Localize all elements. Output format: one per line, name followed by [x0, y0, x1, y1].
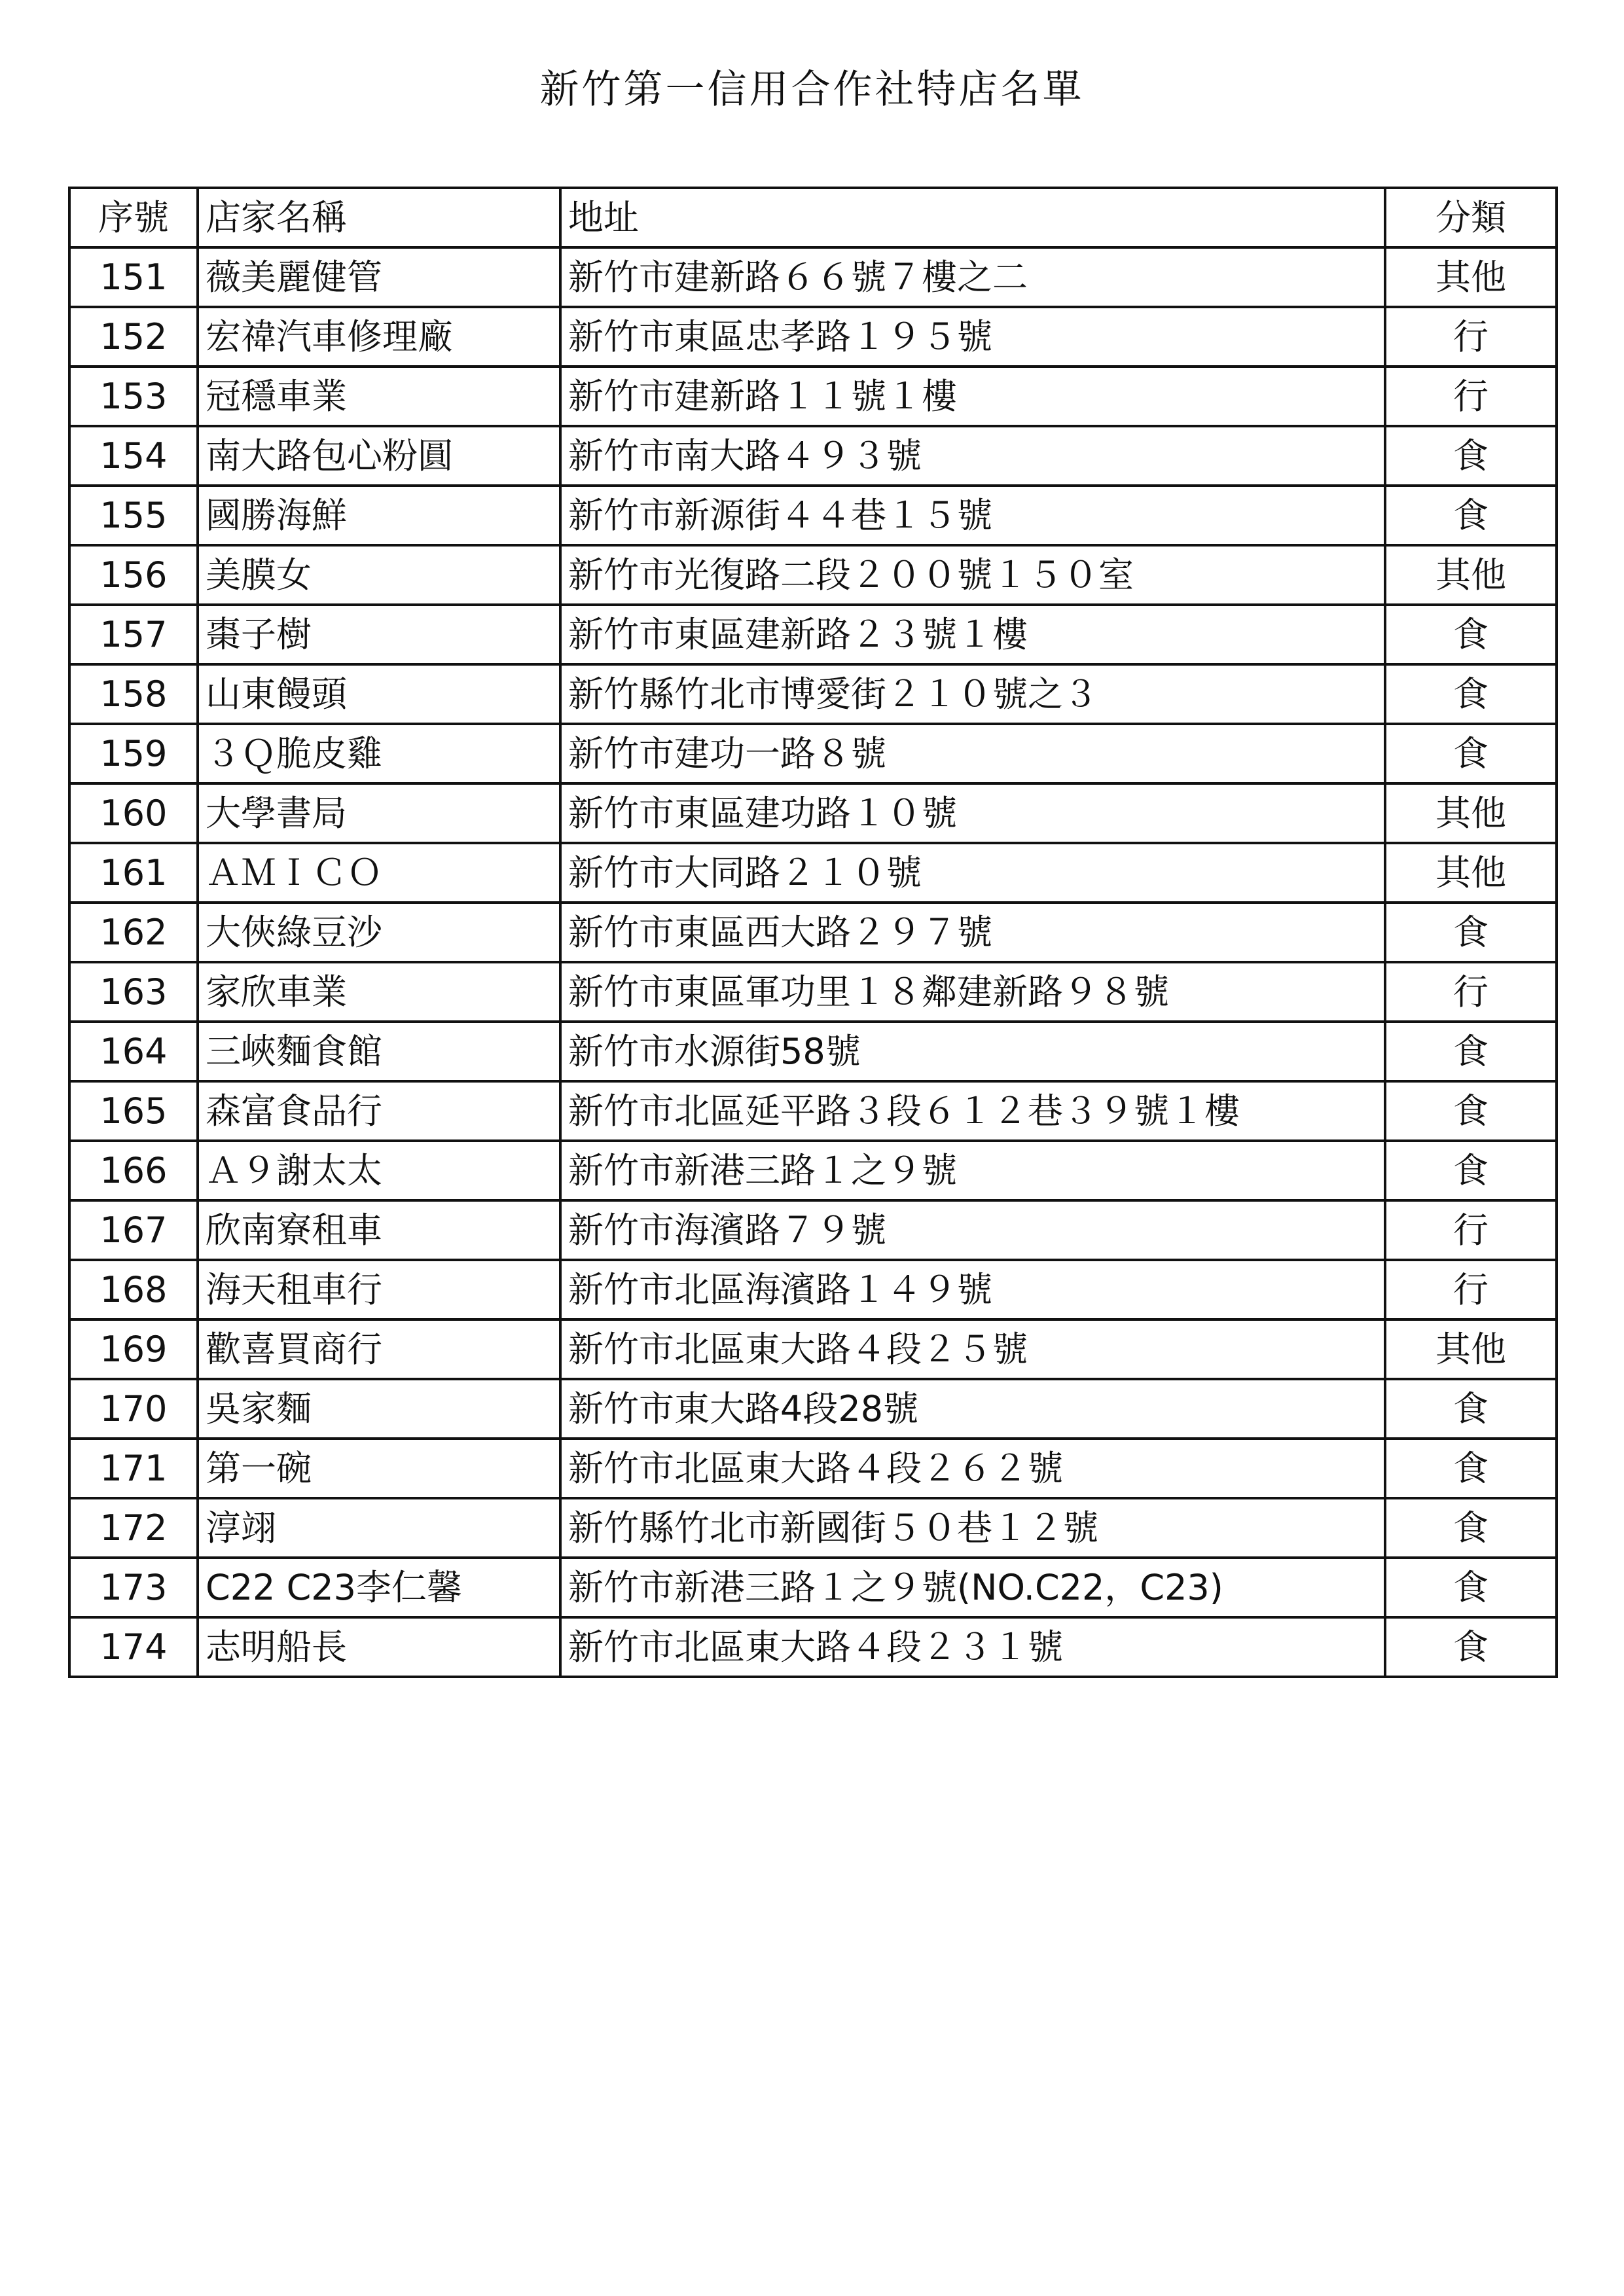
cell-no: 157	[69, 605, 198, 664]
cell-name: ３Ｑ脆皮雞	[198, 724, 560, 783]
table-row	[69, 1081, 1557, 1141]
cell-name: 大俠綠豆沙	[198, 903, 560, 962]
cell-name: 冠穩車業	[198, 367, 560, 426]
cell-category: 行	[1385, 367, 1557, 426]
table-row	[69, 307, 1557, 367]
cell-category: 行	[1385, 1260, 1557, 1319]
cell-category: 食	[1385, 1558, 1557, 1617]
cell-address: 新竹市東區建功路１０號	[560, 783, 1385, 843]
cell-category: 其他	[1385, 545, 1557, 605]
cell-address: 新竹市新港三路１之９號(NO.C22，C23)	[560, 1558, 1385, 1617]
cell-name: 欣南寮租車	[198, 1200, 560, 1260]
cell-category: 食	[1385, 1379, 1557, 1439]
cell-no: 163	[69, 962, 198, 1022]
cell-name: 南大路包心粉圓	[198, 426, 560, 486]
cell-no: 160	[69, 783, 198, 843]
cell-no: 172	[69, 1498, 198, 1558]
cell-name: 大學書局	[198, 783, 560, 843]
merchant-table	[68, 187, 1558, 1678]
cell-address: 新竹市東區忠孝路１９５號	[560, 307, 1385, 367]
cell-address: 新竹市北區東大路４段２５號	[560, 1319, 1385, 1379]
cell-category: 食	[1385, 903, 1557, 962]
cell-address: 新竹市東區軍功里１８鄰建新路９８號	[560, 962, 1385, 1022]
cell-name: 第一碗	[198, 1439, 560, 1498]
table-body	[69, 247, 1557, 1677]
cell-name: C22 C23李仁馨	[198, 1558, 560, 1617]
table-row	[69, 1379, 1557, 1439]
cell-category: 食	[1385, 1022, 1557, 1081]
cell-no: 170	[69, 1379, 198, 1439]
header-address: 地址	[560, 188, 1385, 247]
table-row	[69, 367, 1557, 426]
cell-no: 164	[69, 1022, 198, 1081]
cell-no: 173	[69, 1558, 198, 1617]
cell-address: 新竹市東大路4段28號	[560, 1379, 1385, 1439]
cell-address: 新竹市大同路２１０號	[560, 843, 1385, 903]
cell-name: 宏禕汽車修理廠	[198, 307, 560, 367]
cell-category: 食	[1385, 426, 1557, 486]
table-header-row	[69, 188, 1557, 247]
cell-category: 行	[1385, 307, 1557, 367]
table-row	[69, 486, 1557, 545]
cell-name: 海天租車行	[198, 1260, 560, 1319]
table-row	[69, 1022, 1557, 1081]
cell-no: 151	[69, 247, 198, 307]
cell-no: 162	[69, 903, 198, 962]
cell-name: 吳家麵	[198, 1379, 560, 1439]
cell-no: 152	[69, 307, 198, 367]
cell-category: 行	[1385, 1200, 1557, 1260]
cell-category: 其他	[1385, 1319, 1557, 1379]
cell-category: 食	[1385, 486, 1557, 545]
cell-no: 165	[69, 1081, 198, 1141]
cell-address: 新竹市北區東大路４段２３１號	[560, 1617, 1385, 1677]
cell-name: Ａ９謝太太	[198, 1141, 560, 1200]
cell-name: 山東饅頭	[198, 664, 560, 724]
cell-name: 歡喜買商行	[198, 1319, 560, 1379]
cell-no: 166	[69, 1141, 198, 1200]
cell-category: 行	[1385, 962, 1557, 1022]
cell-name: 國勝海鮮	[198, 486, 560, 545]
cell-no: 168	[69, 1260, 198, 1319]
table-row	[69, 1260, 1557, 1319]
header-no: 序號	[69, 188, 198, 247]
cell-address: 新竹市水源街58號	[560, 1022, 1385, 1081]
cell-address: 新竹市建新路６６號７樓之二	[560, 247, 1385, 307]
cell-name: 棗子樹	[198, 605, 560, 664]
cell-address: 新竹市新港三路１之９號	[560, 1141, 1385, 1200]
cell-address: 新竹市北區東大路４段２６２號	[560, 1439, 1385, 1498]
table-row	[69, 843, 1557, 903]
cell-no: 174	[69, 1617, 198, 1677]
cell-address: 新竹市東區西大路２９７號	[560, 903, 1385, 962]
cell-no: 158	[69, 664, 198, 724]
cell-address: 新竹市建新路１１號１樓	[560, 367, 1385, 426]
table-row	[69, 664, 1557, 724]
cell-no: 156	[69, 545, 198, 605]
table-row	[69, 1617, 1557, 1677]
table-row	[69, 1200, 1557, 1260]
table-row	[69, 426, 1557, 486]
cell-address: 新竹市新源街４４巷１５號	[560, 486, 1385, 545]
cell-name: 志明船長	[198, 1617, 560, 1677]
cell-category: 食	[1385, 1617, 1557, 1677]
page-title: 新竹第一信用合作社特店名單	[539, 67, 1085, 113]
table-row	[69, 962, 1557, 1022]
header-name: 店家名稱	[198, 188, 560, 247]
cell-no: 155	[69, 486, 198, 545]
cell-address: 新竹市建功一路８號	[560, 724, 1385, 783]
cell-no: 154	[69, 426, 198, 486]
cell-no: 153	[69, 367, 198, 426]
cell-category: 食	[1385, 724, 1557, 783]
cell-no: 171	[69, 1439, 198, 1498]
cell-category: 食	[1385, 664, 1557, 724]
cell-name: 淳翊	[198, 1498, 560, 1558]
cell-category: 食	[1385, 605, 1557, 664]
cell-address: 新竹縣竹北市博愛街２１０號之３	[560, 664, 1385, 724]
cell-category: 其他	[1385, 843, 1557, 903]
cell-address: 新竹市南大路４９３號	[560, 426, 1385, 486]
cell-name: 家欣車業	[198, 962, 560, 1022]
cell-name: 三峽麵食館	[198, 1022, 560, 1081]
cell-address: 新竹市東區建新路２３號１樓	[560, 605, 1385, 664]
table-row	[69, 1558, 1557, 1617]
cell-address: 新竹縣竹北市新國街５０巷１２號	[560, 1498, 1385, 1558]
table-row	[69, 1498, 1557, 1558]
cell-address: 新竹市光復路二段２００號１５０室	[560, 545, 1385, 605]
cell-category: 其他	[1385, 783, 1557, 843]
cell-category: 食	[1385, 1081, 1557, 1141]
table-row	[69, 903, 1557, 962]
cell-no: 161	[69, 843, 198, 903]
table-row	[69, 247, 1557, 307]
cell-no: 159	[69, 724, 198, 783]
cell-name: 薇美麗健管	[198, 247, 560, 307]
cell-category: 其他	[1385, 247, 1557, 307]
cell-name: 美膜女	[198, 545, 560, 605]
table-row	[69, 1141, 1557, 1200]
cell-no: 167	[69, 1200, 198, 1260]
cell-address: 新竹市海濱路７９號	[560, 1200, 1385, 1260]
table-row	[69, 545, 1557, 605]
table-row	[69, 605, 1557, 664]
cell-address: 新竹市北區延平路３段６１２巷３９號１樓	[560, 1081, 1385, 1141]
table-row	[69, 783, 1557, 843]
cell-no: 169	[69, 1319, 198, 1379]
table-row	[69, 1319, 1557, 1379]
table-row	[69, 1439, 1557, 1498]
table-row	[69, 724, 1557, 783]
cell-name: 森富食品行	[198, 1081, 560, 1141]
header-category: 分類	[1385, 188, 1557, 247]
cell-category: 食	[1385, 1498, 1557, 1558]
cell-name: ＡＭＩＣＯ	[198, 843, 560, 903]
cell-category: 食	[1385, 1141, 1557, 1200]
cell-category: 食	[1385, 1439, 1557, 1498]
cell-address: 新竹市北區海濱路１４９號	[560, 1260, 1385, 1319]
